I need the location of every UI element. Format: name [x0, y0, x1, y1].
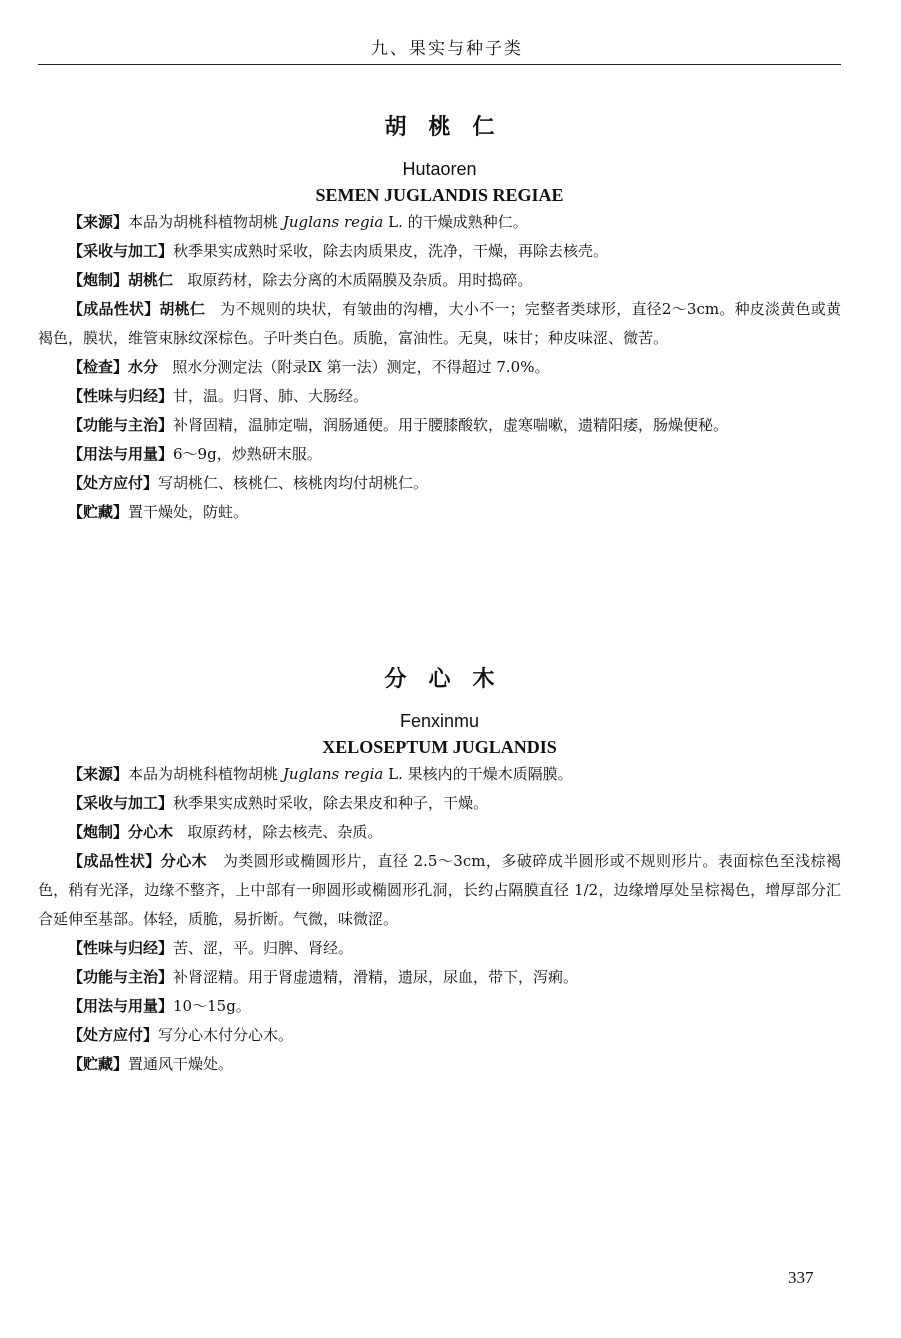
section-text: 取原药材，除去核壳、杂质。 [187, 823, 383, 841]
section-label: 【处方应付】 [68, 1026, 159, 1044]
species-name: Juglans regia [282, 213, 384, 231]
section-item: 分心木 [160, 852, 208, 870]
running-header [38, 30, 841, 65]
section-text: 补肾涩精。用于肾虚遗精，滑精，遗尿，尿血，带下，泻痢。 [173, 968, 579, 986]
section-text: 置通风干燥处。 [128, 1055, 234, 1073]
monograph-fenxinmu [38, 664, 841, 1079]
section-source [38, 208, 841, 237]
section-processing [38, 266, 841, 295]
section-item: 胡桃仁 [159, 300, 206, 318]
monograph-hutaoren [38, 112, 841, 527]
section-characteristics [38, 295, 841, 353]
species-name: Juglans regia [282, 765, 384, 783]
species-authority: L. [388, 765, 403, 783]
entry-title-cn: 胡桃仁 [384, 115, 517, 140]
section-text: 果核内的干燥木质隔膜。 [407, 765, 573, 783]
section-nature [38, 382, 841, 411]
page-number: 337 [788, 1268, 814, 1287]
section-label: 【用法与用量】 [68, 997, 174, 1015]
section-label: 【贮藏】 [68, 503, 129, 521]
section-text: 甘，温。归肾、肺、大肠经。 [173, 387, 369, 405]
section-item: 水分 [128, 358, 159, 376]
section-text: 本品为胡桃科植物胡桃 [128, 765, 279, 783]
section-function [38, 963, 841, 992]
section-text: 6～9g，炒熟研末服。 [173, 445, 322, 463]
section-label: 【性味与归经】 [68, 387, 174, 405]
section-function [38, 411, 841, 440]
section-label: 【功能与主治】 [68, 968, 174, 986]
section-label: 【采收与加工】 [68, 242, 174, 260]
section-source [38, 760, 841, 789]
entry-latin-name: SEMEN JUGLANDIS REGIAE [315, 185, 564, 205]
entry-pinyin: Hutaoren [402, 159, 477, 179]
section-inspection [38, 353, 841, 382]
section-storage [38, 498, 841, 527]
section-label: 【来源】 [68, 765, 129, 783]
section-text: 补肾固精，温肺定喘，润肠通便。用于腰膝酸软，虚寒喘嗽，遗精阳痿，肠燥便秘。 [173, 416, 729, 434]
section-text: 秋季果实成熟时采收，除去肉质果皮，洗净，干燥，再除去核壳。 [173, 242, 609, 260]
section-text: 写胡桃仁、核桃仁、核桃肉均付胡桃仁。 [158, 474, 429, 492]
section-harvest [38, 237, 841, 266]
section-text: 照水分测定法（附录Ⅸ 第一法）测定，不得超过 7.0%。 [172, 358, 550, 376]
section-label: 【来源】 [68, 213, 129, 231]
section-text: 秋季果实成熟时采收，除去果皮和种子，干燥。 [173, 794, 489, 812]
entry-pinyin: Fenxinmu [399, 711, 480, 731]
entry-latin-name: XELOSEPTUM JUGLANDIS [322, 737, 557, 757]
section-label: 【检查】 [68, 358, 129, 376]
section-text: 为类圆形或椭圆形片，直径 2.5～3cm，多破碎成半圆形或不规则形片。表面棕色至浅棕褐色，稍有光泽，边缘不整齐，上中部有一卵圆形或椭圆形孔洞，长约占隔膜直径 1/2，边缘增厚处呈棕褐色，增厚部分汇合延伸至基部。体轻，质脆，易折断。气微，味微涩。 [38, 852, 841, 928]
section-text: 写分心木付分心木。 [158, 1026, 294, 1044]
section-label: 【用法与用量】 [68, 445, 174, 463]
section-item: 胡桃仁 [128, 271, 174, 289]
section-label: 【功能与主治】 [68, 416, 174, 434]
section-text: 本品为胡桃科植物胡桃 [128, 213, 279, 231]
section-text: 置干燥处，防蛀。 [128, 503, 249, 521]
section-characteristics [38, 847, 841, 934]
section-label: 【炮制】 [68, 271, 129, 289]
entry-title-cn: 分心木 [384, 667, 517, 692]
section-label: 【处方应付】 [68, 474, 159, 492]
section-text: 为不规则的块状，有皱曲的沟槽，大小不一；完整者类球形，直径2～3cm。种皮淡黄色或黄褐色，膜状，维管束脉纹深棕色。子叶类白色。质脆，富油性。无臭，味甘；种皮味涩、微苦。 [38, 300, 841, 347]
section-text: 取原药材，除去分离的木质隔膜及杂质。用时捣碎。 [187, 271, 533, 289]
section-storage [38, 1050, 841, 1079]
section-harvest [38, 789, 841, 818]
section-prescription [38, 1021, 841, 1050]
section-text: 10～15g。 [173, 997, 251, 1015]
section-item: 分心木 [128, 823, 174, 841]
section-label: 【采收与加工】 [68, 794, 174, 812]
section-processing [38, 818, 841, 847]
section-dosage [38, 440, 841, 469]
section-text: 的干燥成熟种仁。 [407, 213, 528, 231]
section-label: 【贮藏】 [68, 1055, 129, 1073]
section-prescription [38, 469, 841, 498]
species-authority: L. [388, 213, 403, 231]
section-label: 【炮制】 [68, 823, 129, 841]
section-text: 苦、涩，平。归脾、肾经。 [173, 939, 354, 957]
section-label: 【性味与归经】 [68, 939, 174, 957]
section-dosage [38, 992, 841, 1021]
running-header-text: 九、果实与种子类 [371, 39, 523, 59]
section-label: 【成品性状】 [68, 852, 161, 870]
section-nature [38, 934, 841, 963]
section-label: 【成品性状】 [68, 300, 160, 318]
